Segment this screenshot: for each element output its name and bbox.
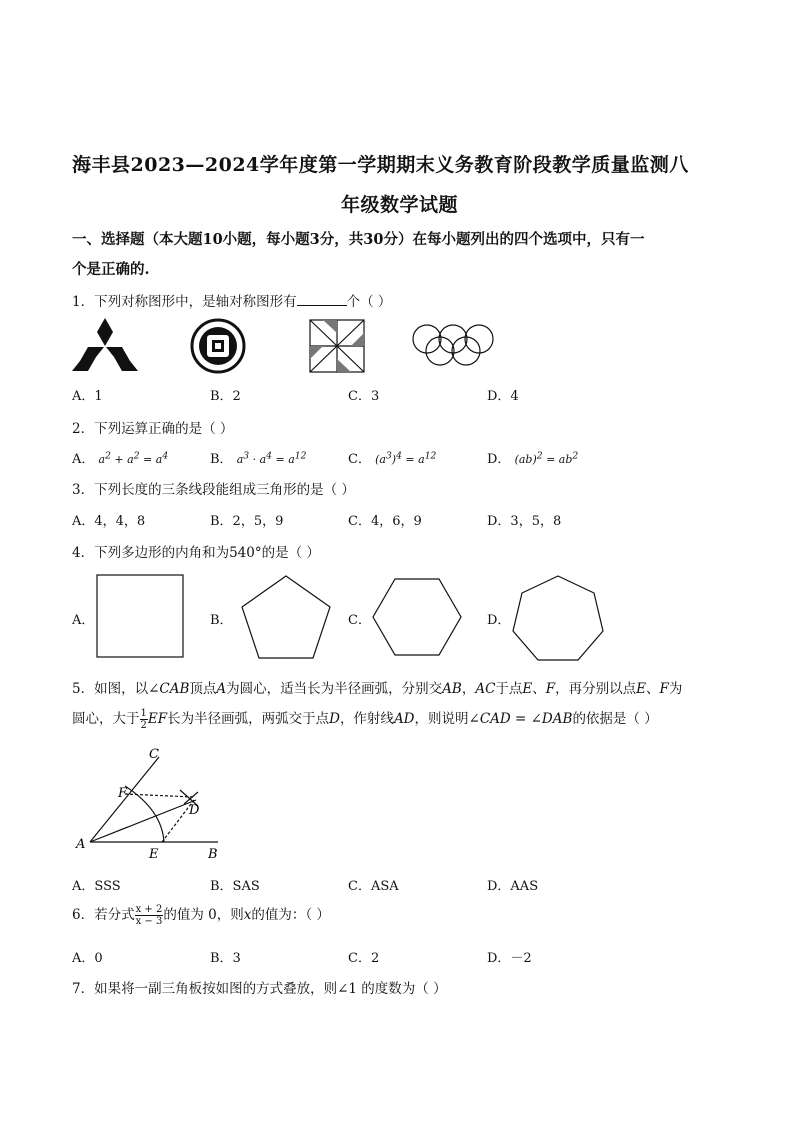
q6-option-b[interactable]: B．3 <box>210 951 241 966</box>
q6-text: 的值为 0，则 <box>163 907 244 923</box>
q5-text: ，则说明 <box>414 711 469 727</box>
q5-segment-ac: AC <box>475 681 496 697</box>
q5-text: 5．如图，以 <box>72 681 149 697</box>
q1-option-a[interactable]: A．1 <box>72 389 103 404</box>
question-2-stem: 2．下列运算正确的是（ ） <box>72 421 234 437</box>
q3-option-a[interactable]: A．4，4，8 <box>72 514 146 529</box>
q5-text: 顶点 <box>189 681 217 697</box>
q5-option-c[interactable]: C．ASA <box>348 879 399 894</box>
q6-text: 的值为：（ ） <box>251 907 330 923</box>
q5-text: ，再分别以点 <box>555 681 637 697</box>
q2-option-c-formula: $(a^3)^4 = a^{12}$ <box>375 450 437 466</box>
fraction-numerator: 1 <box>140 708 147 719</box>
hexagon-figure <box>372 578 462 656</box>
fraction-numerator: x + 2 <box>135 904 163 915</box>
q1-option-b[interactable]: B．2 <box>210 389 241 404</box>
mitsubishi-figure <box>72 318 138 373</box>
question-5-line2 <box>72 707 658 731</box>
q6-option-d[interactable]: D．－2 <box>487 951 532 966</box>
q5-text: 的依据是（ ） <box>572 711 658 727</box>
q2-option-b[interactable] <box>210 448 306 467</box>
q5-option-d[interactable]: D．AAS <box>487 879 539 894</box>
q4-option-b[interactable]: B． <box>210 613 233 628</box>
q5-point-e: E <box>522 681 533 697</box>
q1-blank <box>297 293 347 306</box>
q5-text: 、 <box>646 681 660 697</box>
q6-option-a[interactable]: A．0 <box>72 951 103 966</box>
q5-segment-ab: AB <box>442 681 462 697</box>
figure-label-f: F <box>118 786 128 801</box>
section-heading-line2: 个是正确的. <box>72 261 150 278</box>
q5-text: 为圆心，适当长为半径画弧，分别交 <box>226 681 443 697</box>
q1-prefix: 1．下列对称图形中，是轴对称图形有 <box>72 294 297 310</box>
q5-option-b[interactable]: B．SAS <box>210 879 260 894</box>
q2-option-a-formula: $a^2 + a^2 = a^4$ <box>98 450 169 466</box>
q2-option-c-label: C． <box>348 452 371 467</box>
q5-text: 圆心，大于 <box>72 711 140 727</box>
q2-option-d[interactable] <box>487 448 578 467</box>
q3-option-c[interactable]: C．4，6，9 <box>348 514 422 529</box>
question-6-stem <box>72 903 330 927</box>
page-title-line1: 海丰县2023—2024学年度第一学期期末义务教育阶段教学质量监测八 <box>72 154 689 176</box>
q1-option-d[interactable]: D．4 <box>487 389 519 404</box>
square-figure <box>96 574 184 658</box>
page-title-line2: 年级数学试题 <box>341 194 459 216</box>
q1-suffix: 个（ ） <box>346 294 392 310</box>
q5-text: 、 <box>532 681 546 697</box>
section-heading-line1: 一、选择题（本大题10小题，每小题3分，共30分）在每小题列出的四个选项中，只有一 <box>72 231 645 248</box>
q6-fraction <box>135 904 164 927</box>
q3-option-d[interactable]: D．3，5，8 <box>487 514 562 529</box>
q5-fraction-half <box>140 708 148 731</box>
q2-option-d-label: D． <box>487 452 511 467</box>
q2-option-a-label: A． <box>72 452 95 467</box>
q5-angle-cab: ∠CAB <box>148 681 190 697</box>
figure-label-b: B <box>208 847 218 862</box>
heptagon-figure <box>512 574 604 662</box>
question-3-stem: 3．下列长度的三条线段能组成三角形的是（ ） <box>72 482 355 498</box>
rings-figure <box>410 322 496 368</box>
q6-text: 6．若分式 <box>72 907 135 923</box>
figure-label-d: D <box>189 803 200 818</box>
q5-text: 为 <box>668 681 683 697</box>
fraction-denominator: 2 <box>140 720 147 731</box>
figure-label-c: C <box>149 747 159 762</box>
q5-point-a: A <box>216 681 227 697</box>
question-1-stem <box>72 290 391 310</box>
q6-option-c[interactable]: C．2 <box>348 951 380 966</box>
q1-option-c[interactable]: C．3 <box>348 389 380 404</box>
pentagon-figure <box>240 574 332 660</box>
q6-variable: x <box>243 907 252 923</box>
q5-point-f: F <box>545 681 556 697</box>
q2-option-a[interactable] <box>72 448 168 467</box>
figure-label-e: E <box>149 847 159 862</box>
q5-point-d: D <box>329 711 340 727</box>
q4-option-a[interactable]: A． <box>72 613 95 628</box>
fraction-denominator: x − 3 <box>135 916 163 927</box>
question-5-line1 <box>72 677 682 697</box>
q5-angle-equation: ∠CAD = ∠DAB <box>468 711 573 727</box>
q5-text: 于点 <box>495 681 523 697</box>
q2-option-b-label: B． <box>210 452 233 467</box>
q5-text: ， <box>461 681 476 697</box>
q2-option-c[interactable] <box>348 448 436 467</box>
question-4-stem: 4．下列多边形的内角和为540°的是（ ） <box>72 545 320 561</box>
q5-text: 长为半径画弧，两弧交于点 <box>167 711 330 727</box>
q5-ray-ad: AD <box>393 711 415 727</box>
pinwheel-figure <box>308 318 366 374</box>
q3-option-b[interactable]: B．2，5，9 <box>210 514 284 529</box>
q5-point-e: E <box>636 681 647 697</box>
q4-option-c[interactable]: C． <box>348 613 371 628</box>
q5-point-f: F <box>659 681 669 697</box>
q4-option-d[interactable]: D． <box>487 613 511 628</box>
q5-text: ，作射线 <box>339 711 394 727</box>
q5-option-a[interactable]: A．SSS <box>72 879 121 894</box>
q2-option-b-formula: $a^3 \cdot a^4 = a^{12}$ <box>236 450 307 466</box>
question-7-stem: 7．如果将一副三角板按如图的方式叠放，则∠1 的度数为（ ） <box>72 981 447 997</box>
coin-figure <box>190 318 246 374</box>
q5-segment-ef: EF <box>147 711 168 727</box>
figure-label-a: A <box>76 837 86 852</box>
angle-bisector-figure <box>72 742 232 867</box>
q2-option-d-formula: $(ab)^2 = ab^2$ <box>514 450 579 466</box>
